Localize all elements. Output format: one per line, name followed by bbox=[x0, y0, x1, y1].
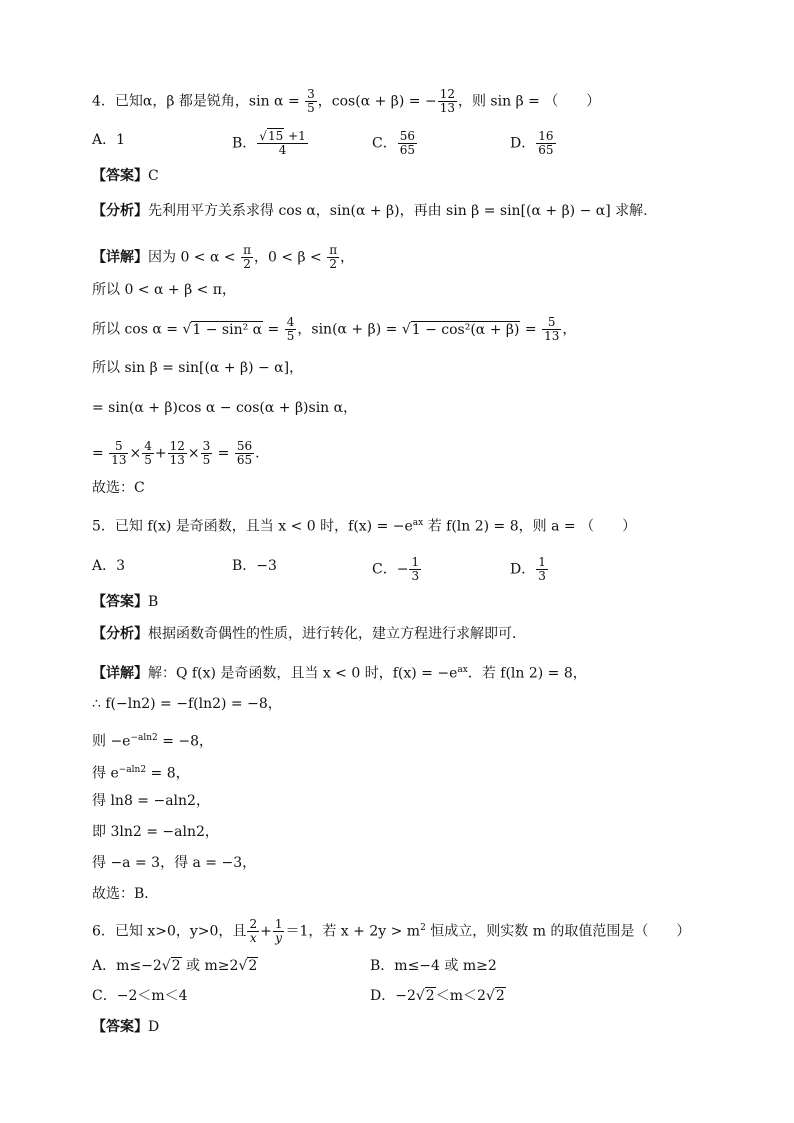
analysis-text: 根据函数奇偶性的性质，进行转化，建立方程进行求解即可． bbox=[148, 626, 526, 642]
conclusion-text: 故选：B． bbox=[92, 886, 159, 902]
q5-option-c bbox=[372, 556, 422, 583]
detail-text: = bbox=[520, 321, 542, 338]
q4-detail-6 bbox=[92, 440, 260, 467]
frac-den: 5 bbox=[202, 453, 211, 467]
analysis-tag: 【分析】 bbox=[92, 626, 148, 642]
frac-den: 13 bbox=[111, 453, 127, 467]
q5-stem-end: 若 f(ln 2) = 8，则 a = （ ） bbox=[423, 518, 637, 535]
q4-detail-5 bbox=[92, 398, 357, 418]
frac-num: 4 bbox=[286, 315, 295, 329]
q5-option-b-text: B．−3 bbox=[232, 558, 277, 574]
detail-text: = bbox=[263, 321, 284, 338]
frac-num: 3 bbox=[202, 439, 211, 453]
frac-den: 5 bbox=[307, 101, 315, 115]
superscript: ax bbox=[457, 665, 468, 675]
frac-3-5 bbox=[201, 440, 213, 467]
detail-text: 因为 0 < α < bbox=[148, 249, 241, 266]
q4-option-b-label: B． bbox=[232, 135, 257, 152]
frac-den: 65 bbox=[399, 143, 415, 157]
sqrt-radicand: 1 − sin² α bbox=[192, 321, 263, 338]
frac-num-rest: +1 bbox=[284, 129, 306, 143]
frac-den: 2 bbox=[327, 257, 339, 271]
detail-text: 所以 sin β = sin[(α + β) − α]， bbox=[92, 360, 304, 376]
q5-detail-3 bbox=[92, 728, 213, 752]
frac-num: 5 bbox=[547, 315, 556, 329]
q4-frac-12-13 bbox=[438, 88, 457, 115]
q6-option-c bbox=[92, 986, 188, 1006]
q4-option-c-label: C． bbox=[372, 135, 397, 152]
detail-text: ∴ f(−ln2) = −f(ln2) = −8， bbox=[92, 696, 282, 712]
frac-den: 65 bbox=[236, 453, 253, 467]
frac-den: 5 bbox=[286, 329, 295, 343]
conclusion-text: 故选：C bbox=[92, 480, 145, 496]
frac-5-13 bbox=[109, 440, 128, 467]
detail-text: 所以 cos α = bbox=[92, 321, 183, 338]
q6-option-a: A．m≤−2√2 或 m≥2√2 bbox=[92, 958, 258, 974]
q6-answer bbox=[92, 1017, 159, 1037]
q4-option-a-text: A．1 bbox=[92, 132, 126, 148]
q5-detail-6 bbox=[92, 822, 219, 842]
superscript: ax bbox=[412, 518, 424, 528]
detail-text: 得 e bbox=[92, 765, 119, 782]
frac-num: 4 bbox=[144, 439, 152, 453]
frac-56-65 bbox=[235, 440, 254, 467]
q6-option-a-text: A．m≤−2 bbox=[92, 958, 162, 974]
q4-stem-alpha-beta: α，β 都是锐角， bbox=[142, 93, 249, 110]
frac-5-13 bbox=[542, 316, 561, 343]
frac-num: 56 bbox=[236, 439, 253, 453]
q6-stem bbox=[92, 918, 690, 945]
frac-num: 16 bbox=[538, 129, 554, 143]
q4-detail-1 bbox=[92, 244, 354, 271]
q6-option-b bbox=[370, 956, 497, 976]
detail-text: ， bbox=[562, 321, 577, 338]
frac-num: 12 bbox=[439, 87, 455, 101]
q4-option-b bbox=[232, 130, 309, 157]
frac-num: 1 bbox=[274, 917, 283, 932]
q5-detail-4 bbox=[92, 760, 190, 784]
q5-option-b bbox=[232, 556, 277, 576]
frac-num: 3 bbox=[307, 87, 315, 101]
equals-sign: = bbox=[213, 445, 234, 462]
detail-text: 得 −a = 3，得 a = −3， bbox=[92, 855, 257, 871]
q4-frac-3-5 bbox=[305, 88, 317, 115]
detail-text: ， bbox=[340, 249, 355, 266]
q5-analysis bbox=[92, 624, 526, 644]
detail-text: = sin(α + β)cos α − cos(α + β)sin α， bbox=[92, 400, 358, 416]
q4-option-c bbox=[372, 130, 418, 157]
q4-detail-3: 所以 cos α = √1 − sin² α = $\frac{4}{5}$ ，sin(α + β) = √1 − cos²(α + β) = $\frac{5}{13}$ ， bbox=[92, 315, 577, 343]
q6-stem-text: ＝1，若 x + 2y > m bbox=[285, 923, 421, 940]
detail-text: = bbox=[92, 445, 109, 462]
frac-num: 2 bbox=[249, 917, 258, 932]
detail-text: 所以 0 < α + β < π， bbox=[92, 282, 236, 298]
frac-num: 12 bbox=[169, 439, 185, 453]
q4-detail-2 bbox=[92, 280, 236, 300]
q5-detail-1 bbox=[92, 660, 587, 684]
q6-option-a-text: 或 m≥2 bbox=[181, 958, 239, 974]
q6-stem-text: 6．已知 x>0，y>0，且 bbox=[92, 923, 247, 940]
q4-conclusion bbox=[92, 478, 145, 498]
sqrt-radicand: 2 bbox=[171, 958, 181, 974]
frac-1-3 bbox=[536, 556, 548, 583]
q4-option-d-label: D． bbox=[510, 135, 536, 152]
frac-den: 2 bbox=[241, 257, 253, 271]
answer-value: C bbox=[148, 168, 159, 184]
q4-option-a bbox=[92, 130, 125, 150]
times-sign: × bbox=[187, 445, 200, 462]
q5-option-a bbox=[92, 556, 125, 576]
frac-den: 13 bbox=[169, 453, 185, 467]
q5-detail-5 bbox=[92, 791, 210, 811]
q5-detail-7 bbox=[92, 853, 256, 873]
analysis-tag: 【分析】 bbox=[92, 203, 148, 219]
q5-option-a-text: A．3 bbox=[92, 558, 126, 574]
detail-text: 即 3ln2 = −aln2， bbox=[92, 824, 219, 840]
plus-sign: + bbox=[154, 445, 167, 462]
q4-answer bbox=[92, 166, 159, 186]
q5-option-c-label: C．− bbox=[372, 561, 409, 578]
detail-text: ，0 < β < bbox=[253, 249, 327, 266]
q4-option-c-frac bbox=[398, 130, 417, 157]
superscript: −aln2 bbox=[130, 733, 158, 743]
q6-option-d-text: D．−2 bbox=[370, 988, 416, 1004]
answer-tag: 【答案】 bbox=[92, 1019, 148, 1035]
detail-text: ．若 f(ln 2) = 8， bbox=[467, 665, 587, 682]
frac-den: 13 bbox=[439, 101, 455, 115]
q4-analysis bbox=[92, 201, 648, 221]
detail-text: 得 ln8 = −aln2， bbox=[92, 793, 210, 809]
sqrt-radicand: 2 bbox=[495, 988, 505, 1004]
times-sign: × bbox=[129, 445, 142, 462]
q4-option-d bbox=[510, 130, 557, 157]
frac-num: π bbox=[243, 243, 251, 257]
frac-num: 1 bbox=[538, 555, 546, 569]
superscript: 2 bbox=[420, 923, 426, 933]
q4-option-b-frac bbox=[257, 130, 307, 157]
sqrt-radicand: 1 − cos²(α + β) bbox=[411, 321, 520, 338]
q4-sin-alpha: sin α = bbox=[248, 93, 305, 110]
period: . bbox=[255, 445, 260, 462]
q4-stem bbox=[92, 88, 600, 115]
q6-option-d: D．−2√2＜m＜2√2 bbox=[370, 988, 505, 1004]
q4-detail-4 bbox=[92, 358, 303, 378]
q5-stem-text: 5．已知 f(x) 是奇函数，且当 x < 0 时，f(x) = −e bbox=[92, 518, 413, 535]
sqrt-radicand: 15 bbox=[267, 129, 284, 143]
plus-sign: + bbox=[260, 923, 272, 940]
detail-text: ，sin(α + β) = bbox=[297, 321, 402, 338]
frac-den: 3 bbox=[538, 569, 546, 583]
answer-tag: 【答案】 bbox=[92, 168, 148, 184]
answer-value: B bbox=[148, 594, 159, 610]
frac-1-3 bbox=[409, 556, 421, 583]
q6-stem-end: 恒成立，则实数 m 的取值范围是（ ） bbox=[425, 923, 691, 940]
analysis-text: 先利用平方关系求得 cos α，sin(α + β)，再由 sin β = sin[(α + β) − α] 求解. bbox=[148, 203, 648, 219]
frac-num: π bbox=[329, 243, 338, 257]
superscript: −aln2 bbox=[118, 765, 147, 775]
frac-pi-2 bbox=[327, 244, 339, 271]
detail-tag: 【详解】 bbox=[92, 249, 148, 266]
frac-den: 13 bbox=[544, 329, 560, 343]
detail-text: 则 −e bbox=[92, 733, 131, 750]
sqrt-radicand: 2 bbox=[248, 958, 258, 974]
frac-num: 1 bbox=[411, 555, 420, 569]
q4-stem-prefix: 4．已知 bbox=[92, 93, 143, 110]
q5-answer bbox=[92, 592, 158, 612]
answer-tag: 【答案】 bbox=[92, 594, 148, 610]
frac-2-x bbox=[247, 918, 259, 945]
q5-option-d bbox=[510, 556, 549, 583]
q5-detail-2 bbox=[92, 694, 282, 714]
q4-cos-sum: ，cos(α + β) = − bbox=[317, 93, 437, 110]
q4-option-d-frac bbox=[536, 130, 555, 157]
q6-option-d-text: ＜m＜2 bbox=[435, 988, 486, 1004]
frac-pi-2 bbox=[241, 244, 253, 271]
frac-4-5 bbox=[142, 440, 154, 467]
q5-option-d-label: D． bbox=[510, 561, 536, 578]
q5-stem bbox=[92, 513, 636, 537]
q5-conclusion bbox=[92, 884, 158, 904]
frac-num: √15 +1 bbox=[259, 129, 306, 143]
answer-value: D bbox=[148, 1019, 160, 1035]
frac-num: 5 bbox=[115, 439, 123, 453]
frac-den: 4 bbox=[257, 143, 307, 157]
detail-text: = −8， bbox=[157, 733, 214, 750]
frac-den: 3 bbox=[411, 569, 420, 583]
q6-option-b-text: B．m≤−4 或 m≥2 bbox=[370, 958, 497, 974]
sqrt-radicand: 2 bbox=[425, 988, 435, 1004]
frac-num: 56 bbox=[399, 129, 415, 143]
frac-4-5 bbox=[285, 316, 297, 343]
frac-den: 5 bbox=[144, 453, 152, 467]
frac-den: y bbox=[273, 931, 285, 945]
frac-den: 65 bbox=[538, 143, 554, 157]
q4-stem-suffix: ，则 sin β = （ ） bbox=[457, 93, 601, 110]
q6-option-c-text: C．−2＜m＜4 bbox=[92, 988, 188, 1004]
detail-text: 解：Q f(x) 是奇函数，且当 x < 0 时，f(x) = −e bbox=[148, 665, 458, 682]
frac-12-13 bbox=[168, 440, 187, 467]
frac-1-y bbox=[273, 918, 285, 945]
detail-tag: 【详解】 bbox=[92, 665, 148, 682]
frac-den: x bbox=[247, 931, 259, 945]
detail-text: = 8， bbox=[146, 765, 190, 782]
